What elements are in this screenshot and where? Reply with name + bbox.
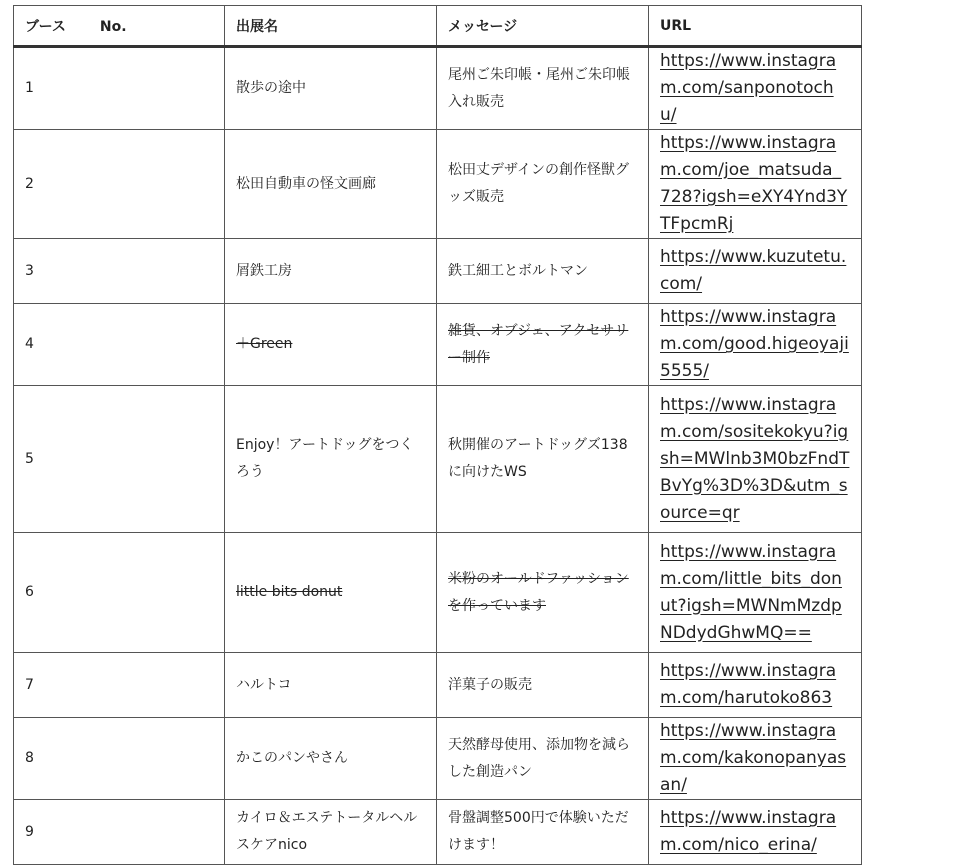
exhibitor-message: 米粉のオールドファッションを作っています xyxy=(437,533,649,653)
exhibitor-link[interactable]: https://www.instagram.com/nico_erina/ xyxy=(660,808,837,855)
exhibitor-message: 松田丈デザインの創作怪獣グッズ販売 xyxy=(437,130,649,239)
exhibitor-link[interactable]: https://www.instagram.com/little_bits_donut?igsh=MWNmMzdpNDdydGhwMQ== xyxy=(660,541,842,643)
exhibitor-link[interactable]: https://www.instagram.com/joe_matsuda_728?igsh=eXY4Ynd3YTFpcmRj xyxy=(660,133,848,234)
booth-number: 6 xyxy=(14,533,225,653)
url-cell xyxy=(649,386,862,533)
table-row xyxy=(14,304,862,386)
exhibitor-link[interactable]: https://www.instagram.com/kakonopanyasan/ xyxy=(660,721,847,795)
table-row xyxy=(14,386,862,533)
exhibitor-link[interactable]: https://www.kuzutetu.com/ xyxy=(660,247,847,294)
booth-number: 1 xyxy=(14,47,225,130)
exhibitor-name: ＋Green xyxy=(225,304,437,386)
exhibitor-link[interactable]: https://www.instagram.com/sositekokyu?igsh=MWlnb3M0bzFndTBvYg%3D%3D&utm_source=qr xyxy=(660,394,850,523)
booth-number: 4 xyxy=(14,304,225,386)
exhibitor-name: ハルトコ xyxy=(225,653,437,718)
exhibitor-link[interactable]: https://www.instagram.com/harutoko863 xyxy=(660,661,837,708)
exhibitor-link[interactable]: https://www.instagram.com/good.higeoyaji5555/ xyxy=(660,307,849,381)
exhibitor-name: Enjoy！アートドッグをつくろう xyxy=(225,386,437,533)
exhibitor-link[interactable]: https://www.instagram.com/sanponotochu/ xyxy=(660,51,837,125)
url-cell xyxy=(649,47,862,130)
url-cell xyxy=(649,718,862,800)
header-booth-label: ブース xyxy=(25,18,66,35)
exhibitor-name: 松田自動車の怪文画廊 xyxy=(225,130,437,239)
header-name: 出展名 xyxy=(225,6,437,47)
url-cell xyxy=(649,239,862,304)
exhibitor-message: 雑貨、オブジェ、アクセサリー制作 xyxy=(437,304,649,386)
table-row xyxy=(14,239,862,304)
table-header-row xyxy=(14,6,862,47)
table-row xyxy=(14,47,862,130)
exhibitor-message: 骨盤調整500円で体験いただけます！ xyxy=(437,800,649,865)
url-cell xyxy=(649,130,862,239)
booth-number: 8 xyxy=(14,718,225,800)
header-url: URL xyxy=(649,6,862,47)
exhibitor-message: 天然酵母使用、添加物を減らした創造パン xyxy=(437,718,649,800)
header-message: メッセージ xyxy=(437,6,649,47)
table-row xyxy=(14,130,862,239)
url-cell xyxy=(649,653,862,718)
url-cell xyxy=(649,304,862,386)
exhibitor-table xyxy=(13,5,862,865)
table-row xyxy=(14,718,862,800)
exhibitor-message: 秋開催のアートドッグズ138に向けたWS xyxy=(437,386,649,533)
table-row xyxy=(14,800,862,865)
table-row xyxy=(14,533,862,653)
url-cell xyxy=(649,533,862,653)
exhibitor-message: 鉄工細工とボルトマン xyxy=(437,239,649,304)
table-row xyxy=(14,653,862,718)
url-cell xyxy=(649,800,862,865)
booth-number: 7 xyxy=(14,653,225,718)
header-no-label: No. xyxy=(99,18,127,35)
booth-number: 5 xyxy=(14,386,225,533)
exhibitor-message: 尾州ご朱印帳・尾州ご朱印帳入れ販売 xyxy=(437,47,649,130)
exhibitor-message: 洋菓子の販売 xyxy=(437,653,649,718)
exhibitor-name: かこのパンやさん xyxy=(225,718,437,800)
booth-number: 9 xyxy=(14,800,225,865)
exhibitor-name: カイロ＆エステトータルヘルスケアnico xyxy=(225,800,437,865)
exhibitor-name: little bits donut xyxy=(225,533,437,653)
booth-number: 2 xyxy=(14,130,225,239)
exhibitor-name: 屑鉄工房 xyxy=(225,239,437,304)
booth-number: 3 xyxy=(14,239,225,304)
exhibitor-name: 散歩の途中 xyxy=(225,47,437,130)
header-booth-no xyxy=(14,6,225,47)
